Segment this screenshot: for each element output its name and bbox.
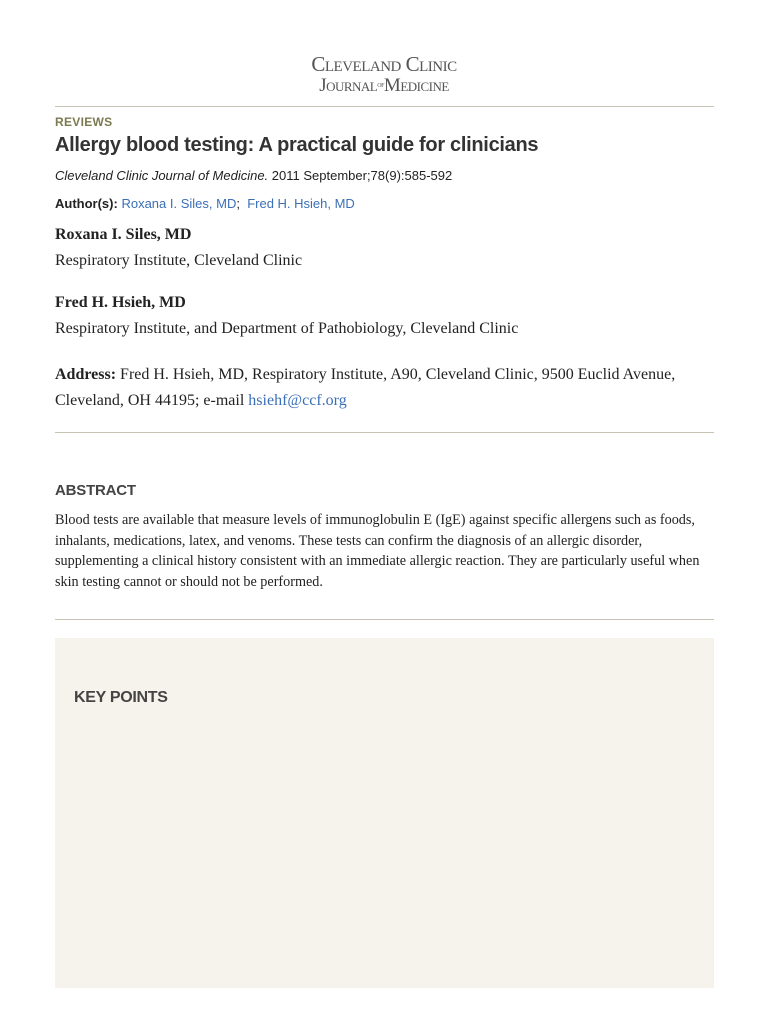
journal-logo[interactable] (0, 54, 768, 95)
abstract-divider-bottom (55, 619, 714, 620)
citation (55, 168, 452, 183)
author-link-hsieh[interactable]: Fred H. Hsieh, MD (247, 196, 355, 211)
address-text: Fred H. Hsieh, MD, Respiratory Institute, A90, Cleveland Clinic, 9500 Euclid Avenue, Cleveland, OH 44195; e-mail (55, 366, 676, 409)
logo-word-of: of (377, 79, 384, 89)
author-link-siles[interactable]: Roxana I. Siles, MD (121, 196, 237, 211)
logo-line-1: Cleveland Clinic (311, 52, 457, 76)
section-label[interactable]: REVIEWS (55, 115, 113, 129)
logo-word-medicine: Medicine (383, 75, 449, 96)
authors-label: Author(s): (55, 196, 118, 211)
abstract-heading: ABSTRACT (55, 482, 136, 499)
abstract-body: Blood tests are available that measure levels of immunoglobulin E (IgE) against specific allergens such as foods, inhalants, medications, latex, and venoms. These tests can confirm the diagnosis of an allergic disorder, supplementing a clinical history consistent with an immediate allergic reaction. They are particularly useful when skin testing cannot or should not be performed. (55, 512, 700, 590)
header-divider (55, 106, 714, 107)
author-separator: ; (236, 196, 240, 211)
affiliation-name: Roxana I. Siles, MD (55, 226, 192, 243)
article-title: Allergy blood testing: A practical guide for clinicians (55, 134, 539, 156)
affiliation-name: Fred H. Hsieh, MD (55, 294, 186, 311)
logo-line-2 (0, 76, 768, 95)
key-points-heading: KEY POINTS (74, 689, 168, 706)
address-label: Address: (55, 366, 117, 383)
citation-journal: Cleveland Clinic Journal of Medicine. (55, 168, 269, 183)
affiliation-institution: Respiratory Institute, Cleveland Clinic (55, 252, 303, 269)
authors-line (55, 196, 355, 211)
email-link[interactable]: hsiehf@ccf.org (248, 392, 347, 409)
logo-word-journal: Journal (319, 75, 378, 96)
abstract-divider-top (55, 432, 714, 433)
correspondence-address (55, 362, 695, 414)
citation-details: 2011 September;78(9):585-592 (268, 168, 453, 183)
key-points-box (55, 638, 714, 988)
affiliation-institution: Respiratory Institute, and Department of Pathobiology, Cleveland Clinic (55, 320, 519, 337)
